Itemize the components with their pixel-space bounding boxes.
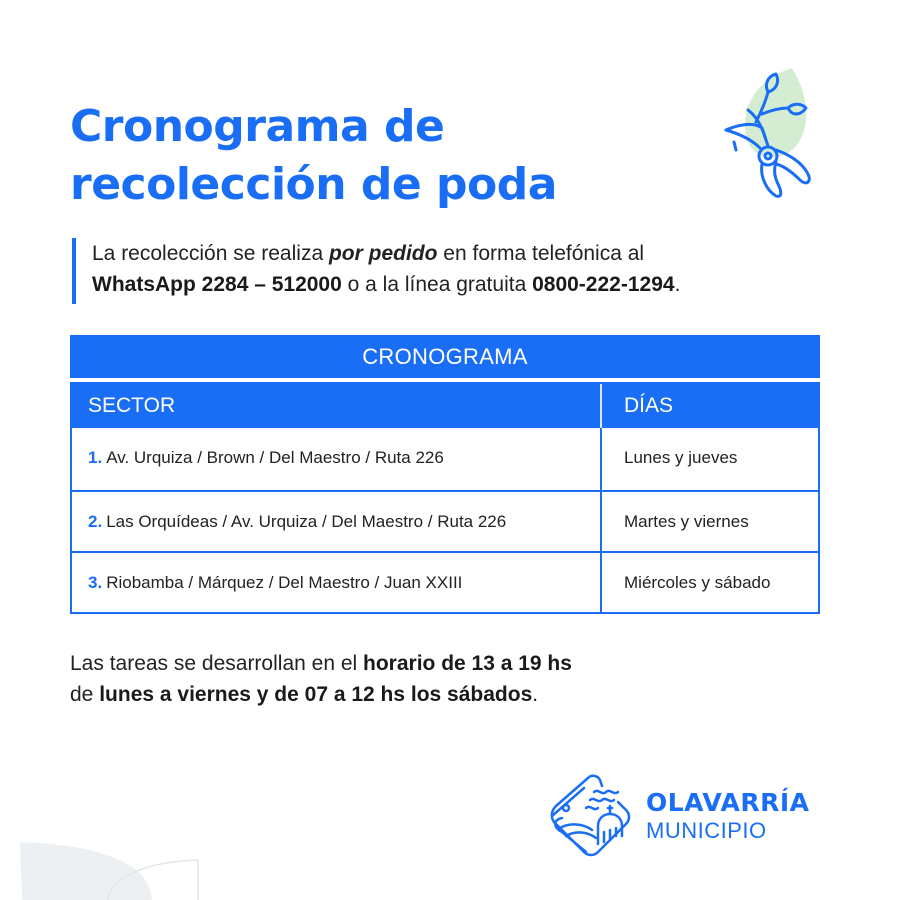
olavarria-emblem-icon bbox=[548, 770, 640, 860]
days-cell: Miércoles y sábado bbox=[624, 573, 771, 592]
title-line-1: Cronograma de bbox=[70, 101, 445, 152]
logo-name: OLAVARRÍA bbox=[646, 788, 810, 817]
background-leaf-icon bbox=[0, 790, 240, 900]
row-number: 2. bbox=[88, 511, 103, 531]
days-cell: Martes y viernes bbox=[624, 511, 749, 531]
intro-text-part: La recolección se realiza bbox=[92, 242, 329, 265]
sector-cell bbox=[72, 428, 602, 490]
sector-cell bbox=[72, 492, 602, 552]
intro-text-end: . bbox=[674, 273, 681, 296]
logo-text bbox=[646, 788, 809, 844]
municipality-logo bbox=[548, 770, 838, 860]
table-header bbox=[72, 384, 818, 428]
schedule-note bbox=[70, 648, 710, 710]
note-text-part: de bbox=[70, 683, 100, 706]
table-row bbox=[72, 551, 818, 613]
sector-name: Riobamba / Márquez / Del Maestro / Juan XXIII bbox=[106, 573, 463, 592]
intro-emphasis: por pedido bbox=[328, 242, 438, 265]
whatsapp-number: WhatsApp 2284 – 512000 bbox=[92, 273, 342, 296]
intro-text bbox=[72, 238, 832, 304]
note-text-part: Las tareas se desarrollan en el bbox=[70, 652, 364, 675]
hotline-number: 0800-222-1294 bbox=[532, 273, 675, 296]
sector-name: Las Orquídeas / Av. Urquiza / Del Maestro / Ruta 226 bbox=[106, 511, 507, 531]
note-hours-weekday: horario de 13 a 19 hs bbox=[363, 652, 572, 675]
table-row bbox=[72, 490, 818, 552]
table-body bbox=[72, 428, 818, 613]
schedule-table bbox=[70, 382, 820, 614]
title-line-2: recolección de poda bbox=[70, 159, 557, 210]
row-number: 3. bbox=[88, 573, 103, 592]
sector-cell bbox=[72, 553, 602, 613]
row-number: 1. bbox=[88, 448, 103, 467]
table-row bbox=[72, 428, 818, 490]
days-cell: Lunes y jueves bbox=[624, 448, 738, 467]
logo-subtitle: MUNICIPIO bbox=[646, 818, 767, 843]
pruning-shears-icon bbox=[700, 64, 840, 204]
note-text-end: . bbox=[532, 683, 539, 706]
column-header-dias: DÍAS bbox=[624, 394, 674, 417]
page-title bbox=[70, 98, 690, 214]
schedule-table-title: CRONOGRAMA bbox=[70, 335, 820, 378]
note-hours-saturday: lunes a viernes y de 07 a 12 hs los sábados bbox=[99, 683, 533, 706]
intro-text-part: o a la línea gratuita bbox=[341, 273, 533, 296]
sector-name: Av. Urquiza / Brown / Del Maestro / Ruta 226 bbox=[106, 448, 444, 467]
intro-text-part: en forma telefónica al bbox=[437, 242, 645, 265]
column-header-sector: SECTOR bbox=[72, 384, 602, 428]
